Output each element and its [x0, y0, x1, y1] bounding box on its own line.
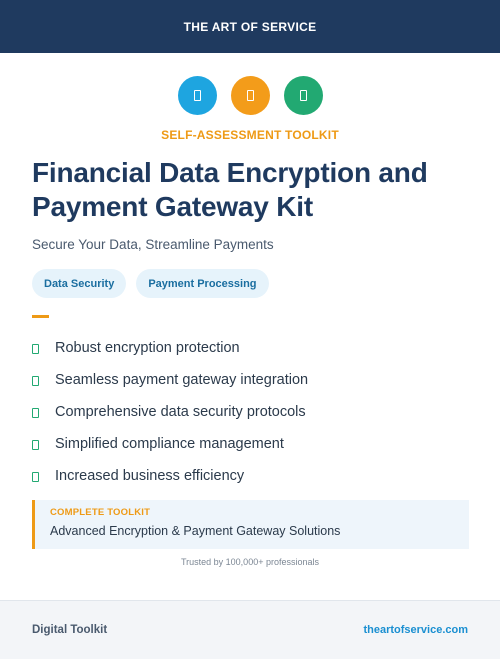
list-item [32, 364, 308, 396]
callout-label: COMPLETE TOOLKIT [50, 507, 151, 518]
tag-list [32, 269, 269, 298]
check-icon [32, 472, 39, 482]
feature-text: Robust encryption protection [55, 340, 240, 356]
footer-label: Digital Toolkit [32, 624, 108, 636]
feature-text: Comprehensive data security protocols [55, 404, 306, 420]
document-icon [231, 76, 270, 115]
toolkit-eyebrow: SELF-ASSESSMENT TOOLKIT [161, 128, 339, 142]
subtitle: Secure Your Data, Streamline Payments [32, 237, 274, 252]
check-icon [32, 440, 39, 450]
callout-text: Advanced Encryption & Payment Gateway Solutions [50, 524, 341, 538]
header-bar [0, 0, 500, 53]
footer-bar [0, 600, 500, 659]
list-item [32, 460, 308, 492]
brand-name: THE ART OF SERVICE [183, 19, 317, 34]
list-item [32, 396, 308, 428]
feature-text: Seamless payment gateway integration [55, 372, 309, 388]
check-icon [32, 408, 39, 418]
website-link[interactable]: theartofservice.com [363, 624, 468, 636]
icon-row [0, 76, 500, 115]
tag-payment-processing: Payment Processing [136, 269, 268, 298]
document-icon [284, 76, 323, 115]
feature-text: Simplified compliance management [55, 436, 284, 452]
check-icon [32, 376, 39, 386]
trusted-note: Trusted by 100,000+ professionals [180, 557, 319, 567]
feature-text: Increased business efficiency [55, 468, 245, 484]
check-icon [32, 344, 39, 354]
complete-toolkit-callout [32, 500, 469, 549]
feature-list [32, 332, 308, 492]
document-icon [178, 76, 217, 115]
page-title: Financial Data Encryption and Payment Gateway Kit [32, 157, 428, 222]
list-item [32, 332, 308, 364]
list-item [32, 428, 308, 460]
tag-data-security: Data Security [32, 269, 126, 298]
accent-divider [32, 315, 49, 318]
